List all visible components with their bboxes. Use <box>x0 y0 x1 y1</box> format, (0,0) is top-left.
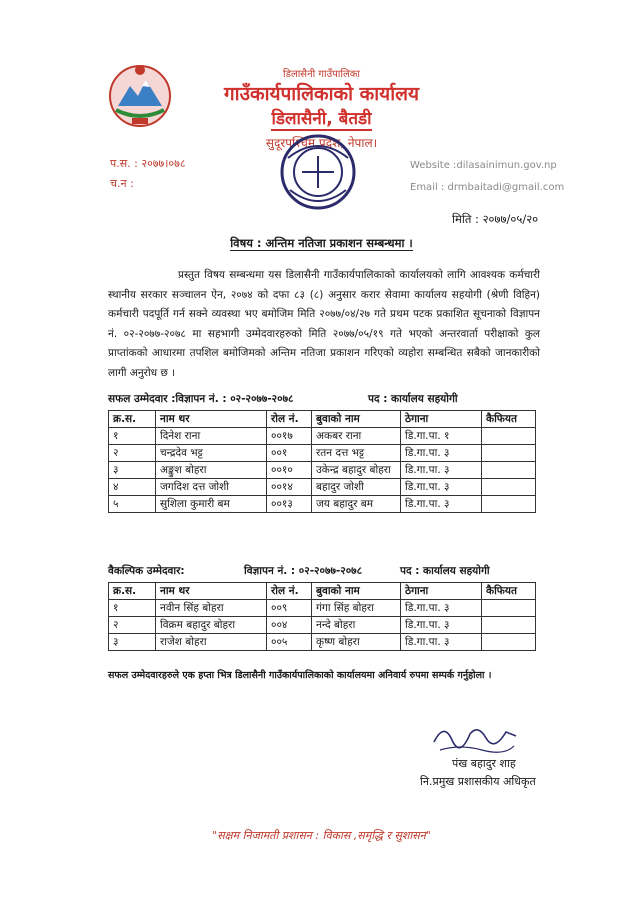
col-sn: क्र.स. <box>109 411 156 428</box>
table-row <box>109 600 536 617</box>
table-row <box>109 479 536 496</box>
office-address: सुदूरपश्चिम प्रदेश, नेपाल। <box>265 136 378 150</box>
cell-remarks <box>482 634 536 651</box>
cell-roll: ००१३ <box>267 496 312 513</box>
successful-post: पद : कार्यालय सहयोगी <box>368 393 458 405</box>
col-name: नाम थर <box>156 411 267 428</box>
cell-remarks <box>482 479 536 496</box>
cell-father: नन्दे बोहरा <box>312 617 401 634</box>
col-name: नाम थर <box>156 583 267 600</box>
cell-remarks <box>482 617 536 634</box>
cell-sn: १ <box>109 600 156 617</box>
cell-name: नवीन सिंह बोहरा <box>156 600 267 617</box>
cell-remarks <box>482 496 536 513</box>
cell-roll: ००१४ <box>267 479 312 496</box>
cell-father: उकेन्द्र बहादुर बोहरा <box>312 462 401 479</box>
cell-name: दिनेश राना <box>156 428 267 445</box>
table-row <box>109 428 536 445</box>
cell-address: डि.गा.पा. १ <box>401 428 482 445</box>
alternate-table <box>108 582 536 651</box>
website: Website :dilasainimun.gov.np <box>410 160 557 171</box>
cell-roll: ००१ <box>267 445 312 462</box>
successful-table <box>108 410 536 513</box>
cell-father: रतन दत्त भट्ट <box>312 445 401 462</box>
table-row <box>109 617 536 634</box>
cell-name: चन्द्रदेव भट्ट <box>156 445 267 462</box>
cell-name: विक्रम बहादुर बोहरा <box>156 617 267 634</box>
signer-name: पंख बहादुर शाह <box>452 757 516 770</box>
cell-sn: ४ <box>109 479 156 496</box>
alternate-ad-number: विज्ञापन नं. : ०२-२०७७-२०७८ <box>244 565 363 577</box>
table-row <box>109 496 536 513</box>
cell-name: जगदिश दत्त जोशी <box>156 479 267 496</box>
cell-remarks <box>482 600 536 617</box>
cell-roll: ००९ <box>267 600 312 617</box>
contact-note: सफल उम्मेदवारहरुले एक हप्ता भित्र डिलासैनी गाउँकार्यपालिकाको कार्यालयमा अनिवार्य रुपमा सम्पर्क गर्नुहोला । <box>108 670 492 681</box>
cell-sn: ३ <box>109 462 156 479</box>
subject-line <box>0 236 643 251</box>
col-father: बुवाको नाम <box>312 583 401 600</box>
cell-address: डि.गा.पा. ३ <box>401 479 482 496</box>
cell-address: डि.गा.पा. ३ <box>401 445 482 462</box>
cell-father: गंगा सिंह बोहरा <box>312 600 401 617</box>
cell-remarks <box>482 445 536 462</box>
col-roll: रोल नं. <box>267 411 312 428</box>
cell-sn: ५ <box>109 496 156 513</box>
cell-address: डि.गा.पा. ३ <box>401 617 482 634</box>
cell-sn: २ <box>109 617 156 634</box>
cell-father: अकबर राना <box>312 428 401 445</box>
cell-father: बहादुर जोशी <box>312 479 401 496</box>
body-text: प्रस्तुत विषय सम्बन्धमा यस डिलासैनी गाउँकार्यपालिकाको कार्यालयको लागि आवश्यक कर्मचारी स्थानीय सरकार सञ्चालन ऐन, २०७४ को दफा ८३ (८) अनुसार करार सेवामा कार्यालय सहयोगी (श्रेणी विहिन) कर्मचारी पदपूर्ति गर्न सक्ने व्यवस्था भए बमोजिम मिति २०७७/०४/२७ गते प्रथम पटक प्रकाशित सूचनाको विज्ञापन नं. ०२-२०७७-२०७८ मा सहभागी उम्मेदवारहरुको मिति २०७७/०५/१९ गते भएको अन्तरवार्ता परीक्षाको कुल प्राप्तांकको आधारमा तपशिल बमोजिमको अन्तिम नतिजा प्रकाशन गरिएको व्यहोरा सम्बन्धित सबैको जानकारीको लागी अनुरोध छ । <box>108 269 540 379</box>
table-header-row <box>109 411 536 428</box>
cell-father: कृष्ण बोहरा <box>312 634 401 651</box>
cell-sn: ३ <box>109 634 156 651</box>
table-row <box>109 445 536 462</box>
body-paragraph <box>108 266 540 383</box>
cell-name: सुशिला कुमारी बम <box>156 496 267 513</box>
signature-icon <box>430 716 520 756</box>
cell-name: अङ्कुश बोहरा <box>156 462 267 479</box>
table-row <box>109 462 536 479</box>
col-remarks: कैफियत <box>482 411 536 428</box>
cell-roll: ००१० <box>267 462 312 479</box>
cell-father: जय बहादुर बम <box>312 496 401 513</box>
municipality-name: डिलासैनी गाउँपालिका <box>283 69 360 80</box>
cell-remarks <box>482 462 536 479</box>
col-father: बुवाको नाम <box>312 411 401 428</box>
cell-address: डि.गा.पा. ३ <box>401 634 482 651</box>
footer-motto: "सक्षम निजामती प्रशासन : विकास ,समृद्धि र सुशासन" <box>212 829 431 842</box>
cell-sn: १ <box>109 428 156 445</box>
office-stamp-icon <box>268 128 368 218</box>
subject-text: विषय : अन्तिम नतिजा प्रकाशन सम्बन्धमा । <box>230 236 413 250</box>
cell-roll: ००४ <box>267 617 312 634</box>
successful-label: सफल उम्मेदवार :विज्ञापन नं. : ०२-२०७७-२०७८ <box>108 393 294 405</box>
dispatch-number: च.न : <box>110 177 134 190</box>
col-remarks: कैफियत <box>482 583 536 600</box>
alternate-post: पद : कार्यालय सहयोगी <box>400 565 490 577</box>
col-address: ठेगाना <box>401 583 482 600</box>
cell-roll: ००१७ <box>267 428 312 445</box>
office-title: गाउँकार्यपालिकाको कार्यालय <box>223 83 420 105</box>
table-row <box>109 634 536 651</box>
table-header-row <box>109 583 536 600</box>
office-place-text: डिलासैनी, बैतडी <box>271 109 372 129</box>
col-roll: रोल नं. <box>267 583 312 600</box>
alternate-label: वैकल्पिक उम्मेदवार: <box>108 565 185 577</box>
cell-address: डि.गा.पा. ३ <box>401 496 482 513</box>
reference-number: प.स. : २०७७।०७८ <box>110 157 186 170</box>
cell-sn: २ <box>109 445 156 462</box>
cell-remarks <box>482 428 536 445</box>
cell-name: राजेश बोहरा <box>156 634 267 651</box>
cell-address: डि.गा.पा. ३ <box>401 462 482 479</box>
office-place <box>0 106 643 129</box>
cell-address: डि.गा.पा. ३ <box>401 600 482 617</box>
email: Email : drmbaitadi@gmail.com <box>410 182 565 193</box>
letter-date: मिति : २०७७/०५/२० <box>452 212 539 226</box>
col-address: ठेगाना <box>401 411 482 428</box>
cell-roll: ००५ <box>267 634 312 651</box>
signer-title: नि.प्रमुख प्रशासकीय अधिकृत <box>420 775 536 788</box>
col-sn: क्र.स. <box>109 583 156 600</box>
